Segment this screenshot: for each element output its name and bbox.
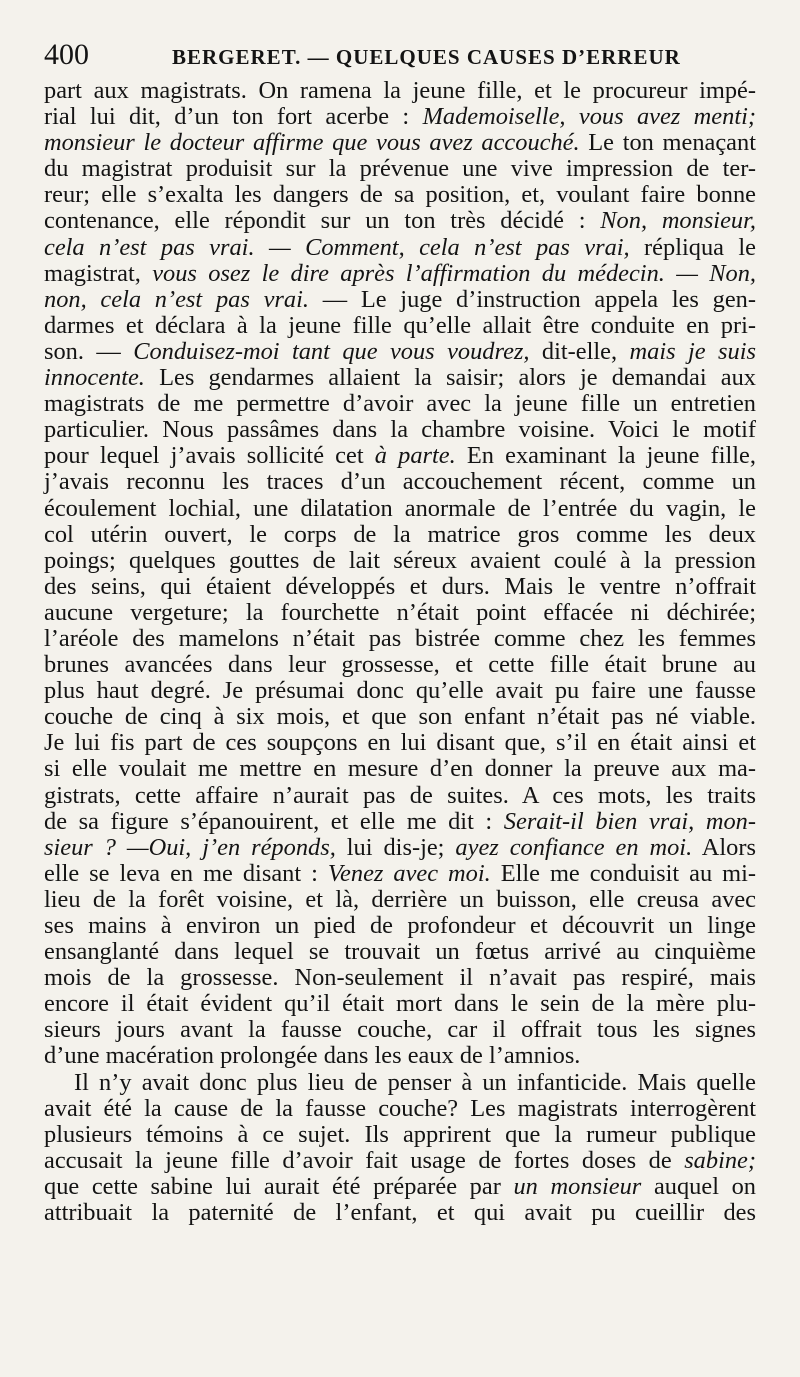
text-line xyxy=(44,835,756,861)
text-line xyxy=(44,522,756,548)
text-line xyxy=(44,783,756,809)
italic-segment: mais je suis xyxy=(629,337,756,365)
text-segment: que cette sabine lui aurait été préparée par xyxy=(44,1172,514,1200)
text-segment: lieu de la forêt voisine, et là, derrière un buisson, elle creusa avec xyxy=(44,885,756,913)
text-segment: aucune vergeture; la fourchette n’était point effacée ni déchirée; xyxy=(44,598,756,626)
running-head xyxy=(44,38,756,78)
text-line xyxy=(44,913,756,939)
text-line xyxy=(44,1122,756,1148)
text-segment: répliqua le xyxy=(629,233,756,261)
text-segment: reur; elle s’exalta les dangers de sa position, et, voulant faire bonne xyxy=(44,181,756,209)
italic-segment: Venez avec moi. xyxy=(327,859,491,887)
italic-segment: cela n’est pas vrai. — Comment, cela n’est pas vrai, xyxy=(44,233,630,261)
text-segment: du magistrat produisit sur la prévenue une vive impression de ter- xyxy=(44,155,756,183)
text-line xyxy=(44,469,756,495)
text-segment: Elle me conduisit au mi- xyxy=(490,859,757,887)
text-segment: Il n’y avait donc plus lieu de penser à un infanticide. Mais quelle xyxy=(74,1068,756,1096)
text-segment: Les gendarmes allaient la saisir; alors je demandai aux xyxy=(144,364,756,392)
text-line xyxy=(44,1070,756,1096)
text-line xyxy=(44,365,756,391)
italic-segment: Mademoiselle, vous avez menti; xyxy=(422,103,756,131)
text-line xyxy=(44,1043,756,1069)
text-segment: si elle voulait me mettre en mesure d’en donner la preuve aux ma- xyxy=(44,755,756,783)
body-text xyxy=(44,78,756,1226)
text-line xyxy=(44,939,756,965)
text-segment: magistrat, xyxy=(44,259,153,287)
text-line xyxy=(44,182,756,208)
text-segment: d’une macération prolongée dans les eaux de l’amnios. xyxy=(44,1042,581,1070)
italic-segment: non, cela n’est pas vrai. xyxy=(44,285,309,313)
text-line xyxy=(44,1174,756,1200)
text-line xyxy=(44,1148,756,1174)
text-line xyxy=(44,756,756,782)
italic-segment: sieur ? —Oui, j’en réponds, xyxy=(44,833,336,861)
text-segment: couche de cinq à six mois, et que son enfant n’était pas né viable. xyxy=(44,703,756,731)
text-segment: poings; quelques gouttes de lait séreux avaient coulé à la pression xyxy=(44,546,756,574)
text-segment: — Le juge d’instruction appela les gen- xyxy=(308,285,756,313)
text-segment: attribuait la paternité de l’enfant, et qui avait pu cueillir des xyxy=(44,1199,756,1227)
italic-segment: sabine; xyxy=(684,1146,756,1174)
text-line xyxy=(44,496,756,522)
text-segment: contenance, elle répondit sur un ton très décidé : xyxy=(44,207,601,235)
text-segment: Alors xyxy=(692,833,756,861)
running-title: BERGERET. — QUELQUES CAUSES D’ERREUR xyxy=(172,45,681,69)
text-line xyxy=(44,730,756,756)
text-line xyxy=(44,887,756,913)
text-line xyxy=(44,261,756,287)
text-line xyxy=(44,548,756,574)
text-line xyxy=(44,678,756,704)
italic-segment: innocente. xyxy=(44,364,145,392)
text-segment: dit-elle, xyxy=(529,337,630,365)
text-line xyxy=(44,156,756,182)
text-segment: j’avais reconnu les traces d’un accouchement récent, comme un xyxy=(44,468,756,496)
text-line xyxy=(44,104,756,130)
text-segment: part aux magistrats. On ramena la jeune fille, et le procureur impé- xyxy=(44,77,756,104)
text-line xyxy=(44,443,756,469)
text-segment: mois de la grossesse. Non-seulement il n’avait pas respiré, mais xyxy=(44,964,756,992)
text-segment: des seins, qui étaient développés et durs. Mais le ventre n’offrait xyxy=(44,572,756,600)
text-line xyxy=(44,130,756,156)
text-segment: accusait la jeune fille d’avoir fait usage de fortes doses de xyxy=(44,1146,685,1174)
text-segment: brunes avancées dans leur grossesse, et cette fille était brune au xyxy=(44,651,756,679)
italic-segment: à parte. xyxy=(374,442,456,470)
text-segment: Le ton menaçant xyxy=(579,129,756,157)
text-segment: ses mains à environ un pied de profondeur et découvrit un linge xyxy=(44,912,756,939)
text-line xyxy=(44,600,756,626)
text-segment: gistrats, cette affaire n’aurait pas de suites. A ces mots, les traits xyxy=(44,781,756,809)
text-segment: Je lui fis part de ces soupçons en lui disant que, s’il en était ainsi et xyxy=(44,729,756,757)
text-line xyxy=(44,208,756,234)
text-segment: encore il était évident qu’il était mort dans le sein de la mère plu- xyxy=(44,990,756,1018)
italic-segment: Serait-il bien vrai, mon- xyxy=(503,807,756,835)
text-line xyxy=(44,1096,756,1122)
text-line xyxy=(44,965,756,991)
text-segment: son. — xyxy=(44,337,134,365)
text-segment: darmes et déclara à la jeune fille qu’elle allait être conduite en pri- xyxy=(44,311,756,339)
text-segment: avait été la cause de la fausse couche? Les magistrats interrogèrent xyxy=(44,1094,756,1122)
italic-segment: Conduisez-moi tant que vous voudrez, xyxy=(133,337,530,365)
italic-segment: ayez confiance en moi. xyxy=(455,833,693,861)
text-segment: lui dis-je; xyxy=(335,833,456,861)
text-segment: ensanglanté dans lequel se trouvait un fœtus arrivé au cinquième xyxy=(44,938,756,966)
italic-segment: monsieur le docteur affirme que vous avez accouché. xyxy=(44,129,580,157)
text-segment: plusieurs témoins à ce sujet. Ils apprirent que la rumeur publique xyxy=(44,1120,756,1148)
text-segment: de sa figure s’épanouirent, et elle me dit : xyxy=(44,807,504,835)
text-segment: En examinant la jeune fille, xyxy=(455,442,756,470)
italic-segment: un monsieur xyxy=(513,1172,642,1200)
text-line xyxy=(44,287,756,313)
text-line xyxy=(44,313,756,339)
text-line xyxy=(44,391,756,417)
text-segment: rial lui dit, d’un ton fort acerbe : xyxy=(44,103,423,131)
text-line xyxy=(44,1200,756,1226)
text-segment: plus haut degré. Je présumai donc qu’elle avait pu faire une fausse xyxy=(44,677,756,705)
text-line xyxy=(44,991,756,1017)
text-segment: magistrats de me permettre d’avoir avec la jeune fille un entretien xyxy=(44,390,756,418)
text-line xyxy=(44,78,756,104)
text-line xyxy=(44,861,756,887)
page-number: 400 xyxy=(44,38,89,71)
text-segment: pour lequel j’avais sollicité cet xyxy=(44,442,375,470)
text-segment: écoulement lochial, une dilatation anormale de l’entrée du vagin, le xyxy=(44,494,756,522)
text-segment: elle se leva en me disant : xyxy=(44,859,328,887)
italic-segment: vous osez le dire après l’affirmation du médecin. — Non, xyxy=(152,259,756,287)
text-line xyxy=(44,652,756,678)
text-line xyxy=(44,235,756,261)
text-line xyxy=(44,626,756,652)
text-segment: l’aréole des mamelons n’était pas bistrée comme chez les femmes xyxy=(44,624,756,652)
italic-segment: Non, monsieur, xyxy=(600,207,756,235)
text-line xyxy=(44,574,756,600)
text-segment: auquel on xyxy=(641,1172,757,1200)
text-segment: particulier. Nous passâmes dans la chambre voisine. Voici le motif xyxy=(44,416,756,444)
text-line xyxy=(44,704,756,730)
text-line xyxy=(44,1017,756,1043)
text-line xyxy=(44,809,756,835)
text-line xyxy=(44,339,756,365)
text-segment: col utérin ouvert, le corps de la matrice gros comme les deux xyxy=(44,520,756,548)
text-line xyxy=(44,417,756,443)
text-segment: sieurs jours avant la fausse couche, car il offrait tous les signes xyxy=(44,1016,756,1044)
